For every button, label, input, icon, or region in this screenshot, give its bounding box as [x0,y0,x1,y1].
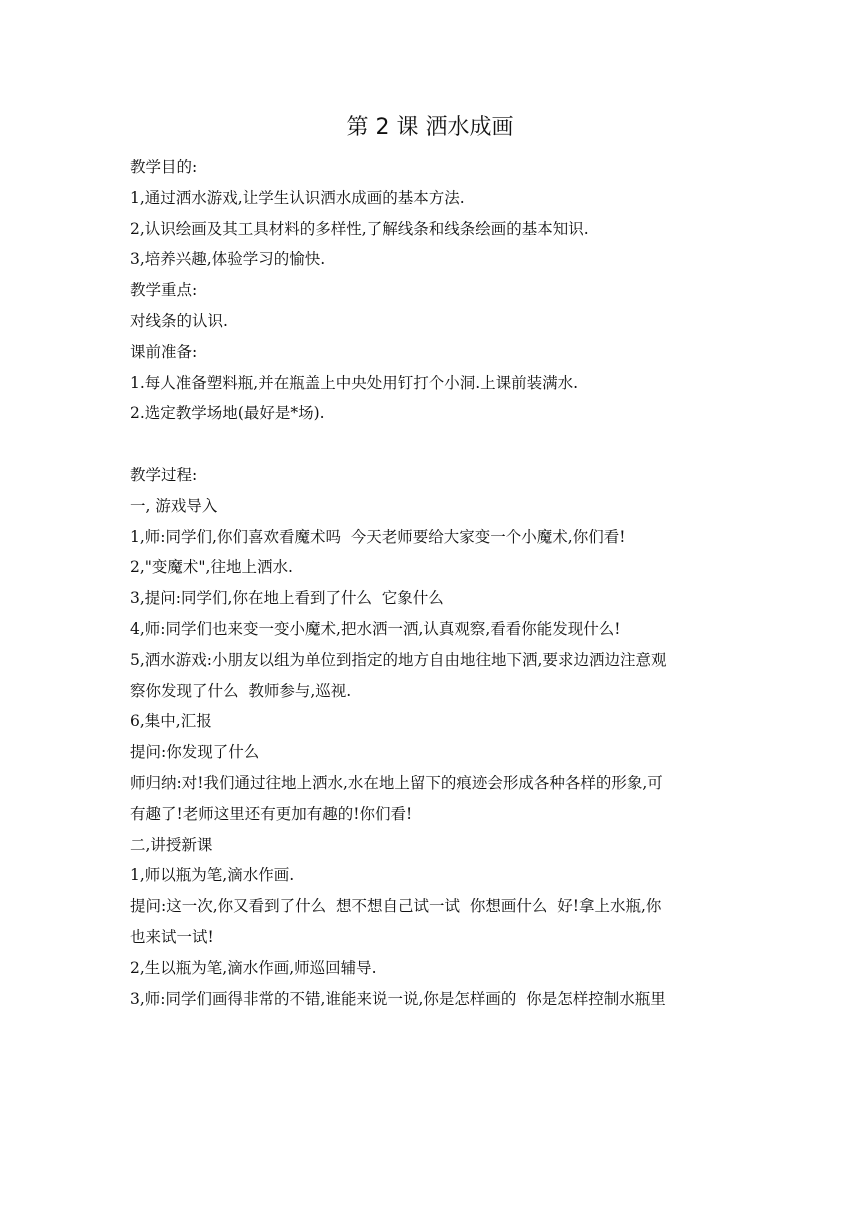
text-line: 5,洒水游戏:小朋友以组为单位到指定的地方自由地往地下洒,要求边洒边注意观 [130,650,667,669]
text-line: 察你发现了什么 教师参与,巡视. [130,681,352,700]
text-line: 1,师以瓶为笔,滴水作画. [130,866,295,885]
text-line: 对线条的认识. [130,311,228,330]
text-line: 一, 游戏导入 [130,496,218,515]
text-line: 1,师:同学们,你们喜欢看魔术吗 今天老师要给大家变一个小魔术,你们看! [130,527,626,546]
text-line: 提问:这一次,你又看到了什么 想不想自己试一试 你想画什么 好!拿上水瓶,你 [130,897,662,916]
text-line: 课前准备: [130,342,198,361]
text-line: 师归纳:对!我们通过往地上洒水,水在地上留下的痕迹会形成各种各样的形象,可 [130,773,663,792]
text-line: 2,生以瓶为笔,滴水作画,师巡回辅导. [130,958,377,977]
text-line: 1,通过洒水游戏,让学生认识洒水成画的基本方法. [130,188,465,207]
text-line: 有趣了!老师这里还有更加有趣的!你们看! [130,804,413,823]
text-line: 二,讲授新课 [130,835,213,854]
text-line: 1.每人准备塑料瓶,并在瓶盖上中央处用钉打个小洞.上课前装满水. [130,373,579,392]
text-line: 教学目的: [130,158,198,176]
text-line: 4,师:同学们也来变一变小魔术,把水洒一洒,认真观察,看看你能发现什么! [130,619,621,638]
text-line: 3,师:同学们画得非常的不错,谁能来说一说,你是怎样画的 你是怎样控制水瓶里 [130,989,666,1008]
text-line: 2,"变魔术",往地上洒水. [130,558,293,577]
text-line: 教学重点: [130,281,198,300]
text-line: 3,提问:同学们,你在地上看到了什么 它象什么 [130,589,444,608]
blank-line [130,429,740,460]
text-line: 也来试一试! [130,927,214,946]
text-line: 2.选定教学场地(最好是*场). [130,404,325,423]
page-title: 第 2 课 洒水成画 [346,115,514,140]
text-line: 2,认识绘画及其工具材料的多样性,了解线条和线条绘画的基本知识. [130,219,589,238]
text-line: 3,培养兴趣,体验学习的愉快. [130,250,326,269]
text-line: 提问:你发现了什么 [130,743,260,762]
document-body [130,152,740,1014]
text-line: 6,集中,汇报 [130,712,212,731]
text-line: 教学过程: [130,465,198,484]
